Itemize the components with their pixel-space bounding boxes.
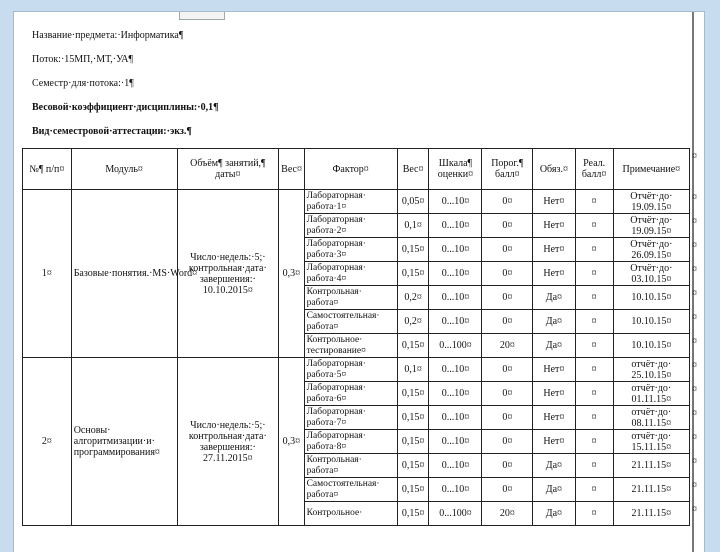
real-score-cell: ¤ [575,262,613,286]
row-end-mark: ¤ [692,383,697,395]
scale-cell: 0...10¤ [429,382,482,406]
scale-cell: 0...10¤ [429,430,482,454]
note-cell: Отчёт·до· 19.09.15¤ [613,214,689,238]
real-score-cell: ¤ [575,502,613,526]
ruler-tab-marker [179,12,225,20]
threshold-cell: 20¤ [482,334,533,358]
mandatory-cell: Нет¤ [533,238,575,262]
row-end-mark: ¤ [692,311,697,323]
mandatory-cell: Да¤ [533,334,575,358]
mandatory-cell: Да¤ [533,310,575,334]
real-score-cell: ¤ [575,334,613,358]
note-cell: 10.10.15¤ [613,286,689,310]
table-row [23,358,690,382]
grading-table [22,148,690,526]
real-score-cell: ¤ [575,406,613,430]
note-cell: отчёт·до· 08.11.15¤ [613,406,689,430]
row-end-mark: ¤ [692,431,697,443]
header-cell: Шкала¶ оценки¤ [429,149,482,190]
real-score-cell: ¤ [575,214,613,238]
weight-coefficient-line: Весовой·коэффициент·дисциплины:·0,1¶ [32,102,219,113]
note-cell: отчёт·до· 25.10.15¤ [613,358,689,382]
module-volume-cell: Число·недель:·5;· контрольная·дата· завершения:· 10.10.2015¤ [177,190,279,358]
real-score-cell: ¤ [575,454,613,478]
factor-weight-cell: 0,15¤ [397,430,429,454]
real-score-cell: ¤ [575,478,613,502]
factor-cell: Лабораторная· работа·2¤ [304,214,397,238]
scale-cell: 0...10¤ [429,262,482,286]
scale-cell: 0...10¤ [429,478,482,502]
row-end-mark: ¤ [692,239,697,251]
row-end-mark: ¤ [692,215,697,227]
factor-weight-cell: 0,15¤ [397,334,429,358]
mandatory-cell: Нет¤ [533,430,575,454]
threshold-cell: 0¤ [482,190,533,214]
row-end-mark: ¤ [692,503,697,515]
header-cell: Порог.¶ балл¤ [482,149,533,190]
factor-cell: Контрольное· [304,502,397,526]
factor-cell: Контрольная· работа¤ [304,454,397,478]
mandatory-cell: Нет¤ [533,406,575,430]
header-cell: Примечание¤ [613,149,689,190]
note-cell: отчёт·до· 01.11.15¤ [613,382,689,406]
mandatory-cell: Да¤ [533,454,575,478]
scale-cell: 0...10¤ [429,238,482,262]
header-cell: Обяз.¤ [533,149,575,190]
attestation-line: Вид·семестровой·аттестации:·экз.¶ [32,126,192,137]
scale-cell: 0...10¤ [429,406,482,430]
factor-cell: Лабораторная· работа·8¤ [304,430,397,454]
factor-cell: Лабораторная· работа·4¤ [304,262,397,286]
factor-weight-cell: 0,1¤ [397,358,429,382]
factor-cell: Лабораторная· работа·1¤ [304,190,397,214]
row-end-mark: ¤ [692,263,697,275]
factor-cell: Лабораторная· работа·7¤ [304,406,397,430]
note-cell: 21.11.15¤ [613,454,689,478]
threshold-cell: 0¤ [482,406,533,430]
real-score-cell: ¤ [575,430,613,454]
threshold-cell: 0¤ [482,430,533,454]
header-cell: Вес¤ [279,149,304,190]
subject-line: Название·предмета:·Информатика¶ [32,30,184,41]
row-end-mark: ¤ [692,455,697,467]
row-end-mark: ¤ [692,150,697,162]
threshold-cell: 0¤ [482,286,533,310]
scale-cell: 0...10¤ [429,214,482,238]
row-end-mark: ¤ [692,335,697,347]
module-name-cell: Базовые·понятия.·MS·Word¤ [71,190,177,358]
semester-line: Семестр·для·потока:·1¶ [32,78,134,89]
scale-cell: 0...10¤ [429,358,482,382]
row-end-mark: ¤ [692,287,697,299]
note-cell: 10.10.15¤ [613,310,689,334]
row-end-mark: ¤ [692,359,697,371]
factor-weight-cell: 0,15¤ [397,454,429,478]
mandatory-cell: Нет¤ [533,262,575,286]
factor-cell: Контрольная· работа¤ [304,286,397,310]
real-score-cell: ¤ [575,310,613,334]
threshold-cell: 0¤ [482,454,533,478]
note-cell: Отчёт·до· 19.09.15¤ [613,190,689,214]
note-cell: Отчёт·до· 03.10.15¤ [613,262,689,286]
mandatory-cell: Да¤ [533,478,575,502]
factor-weight-cell: 0,2¤ [397,286,429,310]
mandatory-cell: Нет¤ [533,382,575,406]
note-cell: отчёт·до· 15.11.15¤ [613,430,689,454]
threshold-cell: 0¤ [482,310,533,334]
mandatory-cell: Да¤ [533,502,575,526]
threshold-cell: 0¤ [482,262,533,286]
header-cell: Объём¶ занятий,¶ даты¤ [177,149,279,190]
header-cell: Реал. балл¤ [575,149,613,190]
scale-cell: 0...10¤ [429,454,482,478]
scale-cell: 0...100¤ [429,334,482,358]
mandatory-cell: Нет¤ [533,214,575,238]
stream-line: Поток:·15МП,·МТ,·УА¶ [32,54,133,65]
threshold-cell: 0¤ [482,358,533,382]
header-cell: Модуль¤ [71,149,177,190]
header-cell: Фактор¤ [304,149,397,190]
factor-weight-cell: 0,15¤ [397,478,429,502]
page-margin-edge [692,12,704,552]
threshold-cell: 20¤ [482,502,533,526]
real-score-cell: ¤ [575,238,613,262]
mandatory-cell: Да¤ [533,286,575,310]
factor-weight-cell: 0,05¤ [397,190,429,214]
module-volume-cell: Число·недель:·5;· контрольная·дата· завершения:· 27.11.2015¤ [177,358,279,526]
factor-cell: Самостоятельная· работа¤ [304,478,397,502]
factor-weight-cell: 0,15¤ [397,238,429,262]
module-number-cell: 2¤ [23,358,72,526]
mandatory-cell: Нет¤ [533,358,575,382]
factor-cell: Лабораторная· работа·3¤ [304,238,397,262]
real-score-cell: ¤ [575,190,613,214]
row-end-mark: ¤ [692,407,697,419]
real-score-cell: ¤ [575,358,613,382]
factor-cell: Лабораторная· работа·5¤ [304,358,397,382]
document-page [14,12,704,552]
scale-cell: 0...10¤ [429,310,482,334]
note-cell: 10.10.15¤ [613,334,689,358]
factor-weight-cell: 0,2¤ [397,310,429,334]
factor-cell: Самостоятельная· работа¤ [304,310,397,334]
factor-weight-cell: 0,15¤ [397,406,429,430]
table-header-row [23,149,690,190]
module-weight-cell: 0,3¤ [279,358,304,526]
module-number-cell: 1¤ [23,190,72,358]
factor-weight-cell: 0,1¤ [397,214,429,238]
factor-weight-cell: 0,15¤ [397,262,429,286]
note-cell: 21.11.15¤ [613,478,689,502]
header-cell: Вес¤ [397,149,429,190]
threshold-cell: 0¤ [482,214,533,238]
header-cell: №¶ п/п¤ [23,149,72,190]
module-weight-cell: 0,3¤ [279,190,304,358]
note-cell: 21.11.15¤ [613,502,689,526]
table-body [23,190,690,526]
row-end-mark: ¤ [692,479,697,491]
module-name-cell: Основы· алгоритмизации·и· программирования¤ [71,358,177,526]
factor-weight-cell: 0,15¤ [397,382,429,406]
note-cell: Отчёт·до· 26.09.15¤ [613,238,689,262]
scale-cell: 0...10¤ [429,286,482,310]
scale-cell: 0...100¤ [429,502,482,526]
table-row [23,190,690,214]
real-score-cell: ¤ [575,286,613,310]
scale-cell: 0...10¤ [429,190,482,214]
row-end-mark: ¤ [692,191,697,203]
real-score-cell: ¤ [575,382,613,406]
threshold-cell: 0¤ [482,382,533,406]
threshold-cell: 0¤ [482,478,533,502]
threshold-cell: 0¤ [482,238,533,262]
factor-cell: Контрольное· тестирование¤ [304,334,397,358]
mandatory-cell: Нет¤ [533,190,575,214]
factor-cell: Лабораторная· работа·6¤ [304,382,397,406]
factor-weight-cell: 0,15¤ [397,502,429,526]
